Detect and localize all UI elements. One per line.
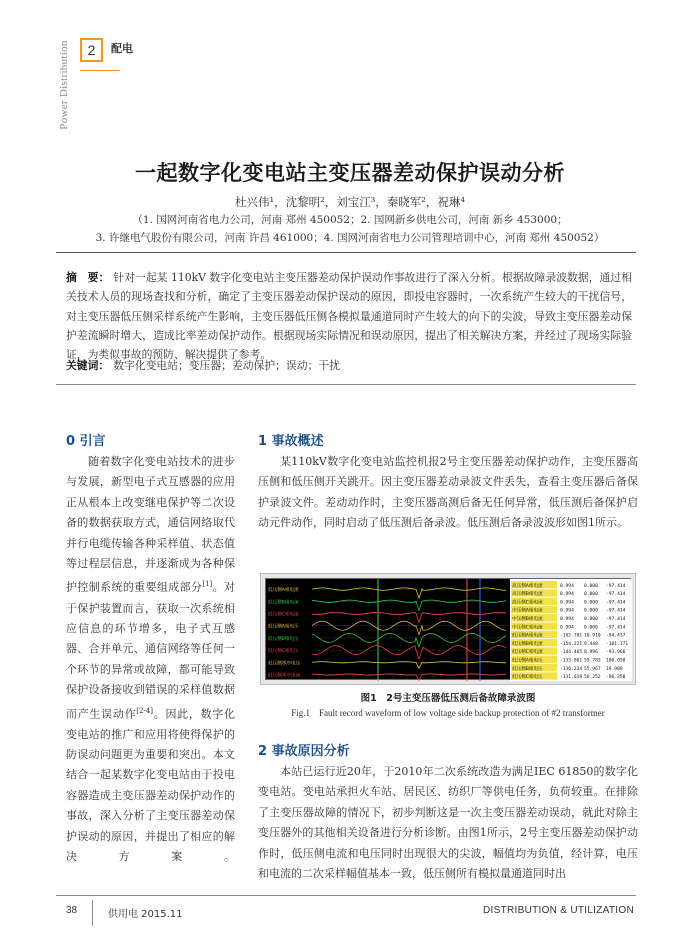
table-value: -97.414	[606, 608, 626, 614]
journal-english-name: DISTRIBUTION & UTILIZATION	[483, 905, 634, 916]
article-authors: 杜兴伟¹，沈黎明²，刘宝江³，秦晓军²，祝琳⁴	[234, 195, 466, 209]
left-column	[66, 430, 235, 867]
channel-label: 低压侧零序电压	[268, 661, 301, 667]
table-channel-name: 高压侧A相电流	[512, 583, 543, 589]
figure-1	[260, 573, 636, 685]
table-value: -144.465	[560, 650, 583, 656]
table-value: -93.966	[606, 650, 626, 656]
channel-waveform	[312, 674, 506, 681]
abstract-label: 摘 要：	[66, 271, 110, 284]
channel-label: 低压侧C相电压	[268, 649, 299, 655]
keywords	[66, 358, 632, 373]
side-label-text: Power Distribution	[58, 40, 70, 130]
header-accent-rule	[80, 70, 120, 71]
table-value: 0.994	[560, 617, 574, 622]
table-value: 0.000	[584, 592, 598, 598]
introduction-paragraph	[66, 452, 235, 867]
table-value: -101.171	[606, 641, 629, 647]
table-channel-name: 中压侧A相电流	[512, 608, 543, 614]
reference-1[interactable]: [1]	[202, 580, 213, 589]
table-value: 0.994	[560, 625, 574, 631]
table-value: 0.000	[584, 608, 598, 614]
section-0-heading: 0 引言	[66, 434, 106, 449]
section-1-paragraph: 某110kV数字化变电站监控机报2号主变压器差动保护动作，主变压器高压侧和低压侧开关跳开。因主变压器差动录波文件丢失，查看主变压器后备保护录波文件。差动动作时，主变压器高测后备无任何异常，低压测后备保护启动元件动作，同时启动了低压测后备录波。低压测后备录波波形如图1所示。	[258, 455, 638, 530]
section-2-heading: 2 事故原因分析	[258, 744, 350, 759]
table-value: -162.701	[560, 633, 583, 639]
intro-text-b: 。对于保护装置而言，获取一次系统相应信息的环节增多，电子式互感器、合并单元、通信网络等任何一个环节的异常或故障，都可能导致保护设备接收到错误的采样值数据而产生误动作	[66, 581, 236, 721]
channel-waveform	[312, 662, 506, 669]
footer-separator	[92, 900, 93, 926]
table-value: 100.058	[606, 658, 626, 664]
channel-label: 低压侧零序电流	[268, 673, 301, 679]
table-value: -96.358	[606, 675, 626, 681]
channel-label: 低压侧C相电流	[268, 612, 299, 618]
table-value: 0.994	[560, 592, 574, 598]
section-1-heading: 1 事故概述	[258, 434, 324, 449]
section-number-badge: 2	[80, 38, 103, 62]
table-value: 55.783	[584, 658, 601, 664]
table-value: -154.221	[560, 641, 583, 647]
title-divider	[56, 252, 636, 253]
intro-text-a: 随着数字化变电站技术的进步与发展，新型电子式互感器的应用正从根本上改变继电保护等二次设备的数据获取方式，通信网络取代并行电缆传输各种采样值、状态值等过程层信息，并逐渐成为各种保护控制系统的重要组成部分	[66, 455, 235, 595]
abstract	[66, 268, 632, 364]
channel-label: 低压侧B相电压	[268, 636, 299, 642]
table-value: 55.967	[584, 666, 601, 672]
table-channel-name: 中压侧C相电流	[512, 625, 543, 631]
table-value: 10.910	[584, 633, 601, 639]
channel-label: 低压侧A相电流	[268, 588, 299, 594]
table-value: -97.414	[606, 617, 626, 622]
affiliation-line-1: （1. 国网河南省电力公司，河南 郑州 450052；2. 国网新乡供电公司，河南 新乡 453000；	[132, 214, 568, 226]
affiliation-line-2: 3. 许继电气股份有限公司，河南 许昌 461000；4. 国网河南省电力公司管理培训中心，河南 郑州 450052）	[95, 232, 605, 244]
channel-waveform	[312, 600, 506, 610]
section-1	[258, 430, 638, 534]
table-value: 56.252	[584, 675, 601, 681]
table-value: 0.000	[584, 583, 598, 589]
section-name: 配电	[111, 42, 133, 55]
table-channel-name: 低压侧A相电流	[512, 633, 543, 639]
table-channel-name: 低压侧C相电流	[512, 650, 543, 656]
keywords-text: 数字化变电站；变压器；差动保护；误动；干扰	[113, 359, 340, 372]
journal-issue: 供用电 2015.11	[108, 909, 183, 920]
abstract-divider	[56, 384, 636, 385]
table-value: -133.861	[560, 658, 583, 664]
table-value: 0.994	[560, 583, 574, 589]
table-value: -97.414	[606, 600, 626, 606]
channel-label: 低压侧B相电流	[268, 600, 299, 606]
table-value: -97.414	[606, 592, 626, 598]
channel-waveform	[312, 646, 506, 660]
figure-1-caption-en: Fig.1 Fault record waveform of low voltage side backup protection of #2 transformer	[291, 708, 605, 718]
table-value: 0.000	[584, 617, 598, 622]
table-value: 19.989	[606, 666, 623, 672]
table-value: -97.414	[606, 625, 626, 631]
page-number: 38	[66, 905, 78, 916]
fault-waveform-screen	[265, 578, 631, 680]
table-value: -97.414	[606, 583, 626, 589]
section-2-paragraph: 本站已运行近20年，于2010年二次系统改造为满足IEC 61850的数字化变电站。变电站承担火车站、居民区、纺织厂等供电任务，负荷较重。在排除了主变压器故障的情况下，初步判断这是一次主变压器差动误动，就此对除主变压器外的其他相关设备进行分析诊断。由图1所示，2号主变压器差动保护动作时，低压侧电流和电压同时出现很大的尖波，幅值均为负值，经计算，电压和电流的二次采样幅值基本一致，低压侧所有模拟量通道同时出	[258, 765, 638, 881]
table-channel-name: 中压侧B相电流	[512, 617, 543, 622]
table-value: -94.437	[606, 633, 626, 639]
table-value: -131.619	[560, 675, 583, 681]
footer-rule	[56, 895, 636, 896]
table-channel-name: 低压侧A相电压	[512, 658, 543, 664]
table-value: 8.996	[584, 650, 598, 656]
keywords-label: 关键词：	[66, 359, 110, 372]
channel-label: 低压侧A相电压	[268, 624, 299, 630]
table-channel-name: 低压侧B相电压	[512, 666, 543, 672]
article-title: 一起数字化变电站主变压器差动保护误动分析	[135, 161, 565, 185]
table-value: 0.000	[584, 625, 598, 631]
channel-waveform	[312, 588, 506, 598]
channel-waveform	[312, 633, 506, 647]
reference-2-4[interactable]: [2-4]	[136, 706, 154, 715]
table-channel-name: 低压侧B相电流	[512, 641, 543, 647]
table-channel-name: 高压侧B相电流	[512, 592, 543, 598]
table-channel-name: 高压侧C相电流	[512, 600, 543, 606]
table-value: 0.994	[560, 600, 574, 606]
intro-text-c: 。因此，数字化变电站的推广和应用将使得保护的防误动问题更为重要和突出。本文结合一起某数字化变电站由于投电容器造成主变压器差动保护动作的事故，深入分析了主变压器差动保护误动的原因，并提出了相应的解决方案。	[66, 707, 236, 864]
table-value: 9.448	[584, 641, 598, 647]
table-value: 0.994	[560, 608, 574, 614]
waveform-plot	[266, 579, 632, 681]
table-value: 0.000	[584, 600, 598, 606]
abstract-text: 针对一起某 110kV 数字化变电站主变压器差动保护误动作事故进行了深入分析。根据故障录波数据，通过相关技术人员的现场查找和分析，确定了主变压器差动保护误动的原因，即投电容器时，一次系统产生较大的干扰信号，对主变压器低压侧采样系统产生影响，主变压器低压侧各模拟量通道同时产生较大的向下的尖波，导致主变压器差动保护差流瞬时增大，造成比率差动保护动作。根据现场实际情况和误动原因，提出了相关解决方案，并经过了现场实际验证，为类似事故的预防、解决提供了参考。	[66, 271, 633, 362]
figure-1-caption-cn: 图1 2号主变压器低压测后备故障录波图	[360, 693, 536, 704]
table-value: -136.234	[560, 666, 583, 672]
section-2	[258, 740, 638, 884]
channel-waveform	[312, 612, 506, 622]
side-section-label	[56, 40, 72, 130]
channel-waveform	[312, 621, 506, 635]
table-channel-name: 低压侧C相电压	[512, 675, 543, 681]
